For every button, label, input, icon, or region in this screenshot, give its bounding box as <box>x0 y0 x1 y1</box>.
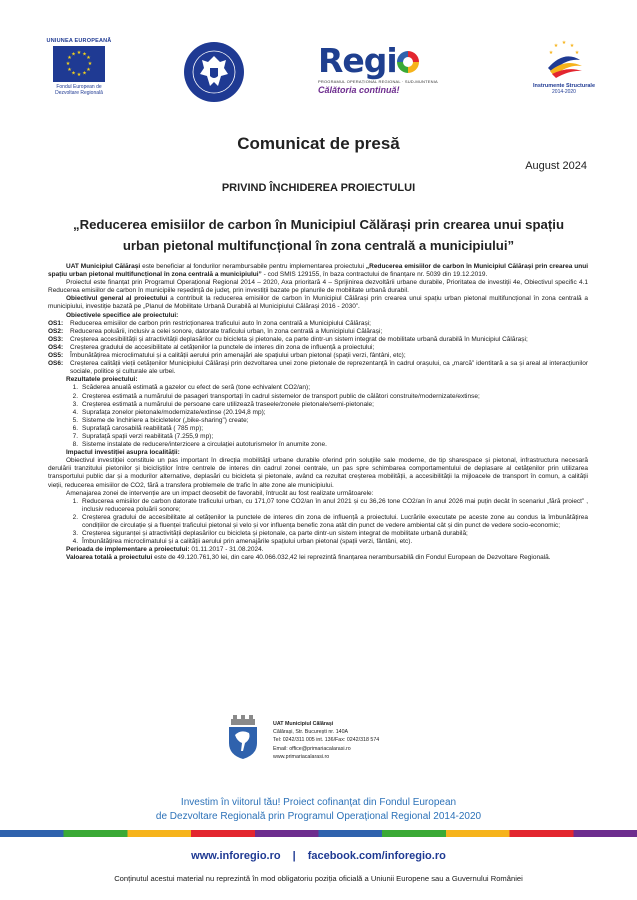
regio-logo-word: Regi <box>318 41 397 80</box>
svg-text:★: ★ <box>86 55 91 61</box>
results-list <box>48 384 588 449</box>
regio-ring-icon <box>397 51 419 73</box>
link-separator: | <box>292 850 296 862</box>
facebook-link[interactable]: facebook.com/inforegio.ro <box>307 850 446 862</box>
eu-flag-icon <box>53 46 105 82</box>
footer-links <box>0 850 637 862</box>
list-item: 4. Îmbunătățirea microclimatului și a calității aerului prin amenajările spațiului urban pietonal (spații verzi, fântâni, etc). <box>72 538 413 546</box>
government-seal-icon <box>182 40 246 104</box>
svg-text:★: ★ <box>553 43 559 49</box>
press-release-body <box>48 263 588 562</box>
structural-instruments-years: 2014-2020 <box>552 89 576 95</box>
specific-objectives-list <box>48 320 588 377</box>
regio-logo-tagline: Călătoria continuă! <box>318 85 400 95</box>
eu-logo-caption-1: Fondul European de <box>56 84 102 90</box>
contact-block <box>225 713 485 773</box>
project-title: „Reducerea emisiilor de carbon în Municipiul Călărași prin crearea unui spațiu urban pietonal multifuncțional în zona centrală a municipiului” <box>72 217 564 253</box>
svg-text:★: ★ <box>67 67 72 73</box>
eu-logo-caption-2: Dezvoltare Regională <box>55 90 103 96</box>
list-item: 1. Scăderea anuală estimată a gazelor cu efect de seră (tone echivalent CO2/an); <box>72 384 310 392</box>
svg-text:★: ★ <box>76 50 82 56</box>
list-item: 8. Sisteme instalate de reducere/interzicere a circulației autoturismelor în anumite zone. <box>72 441 327 449</box>
list-item: 7. Suprafață spații verzi reabilitată (7.255,9 mp); <box>72 432 214 440</box>
structural-instruments-logo <box>528 38 600 95</box>
eu-logo <box>40 38 118 96</box>
page-title: Comunicat de presă <box>237 134 400 153</box>
list-item: OS1: Reducerea emisiilor de carbon prin restricționarea traficului auto în zona centrală a Municipiului Călărași; <box>48 319 371 327</box>
svg-text:★: ★ <box>71 70 76 77</box>
list-item: 2. Creșterea estimată a numărului de pasageri transportați în cadrul sistemelor de transport public de călători construite/modernizate/extinse; <box>72 392 480 400</box>
svg-text:★: ★ <box>548 50 554 56</box>
implementation-period: Perioada de implementare a proiectului: 01.11.2017 - 31.08.2024. <box>66 546 264 554</box>
intro-paragraph: UAT Municipiul Călărași este beneficiar al fondurilor nerambursabile pentru implementarea proiectului „Reducerea emisiilor de carbon în Municipiul Călărași prin crearea unui spațiu urban pietonal multifuncțional în zona centrală a municipiului” - cod SMIS 129155, în baza contractului de finanțare nr. 5039 din 19.12.2019. <box>48 263 589 279</box>
regio-logo-subtitle: PROGRAMUL OPERAȚIONAL REGIONAL · SUD-MUNTENIA <box>318 79 438 84</box>
invest-slogan <box>0 796 637 824</box>
list-item: 2. Creșterea gradului de accesibilitate al cetățenilor la punctele de interes din zona de influență a proiectului. Lucrările executate pe aceste zone au condus la îmbunătățirea condițiilor de circulație și a fluenței traficului pietonal și velo și vor influența benefic zona atât din punct de vedere ambiental cât și din punct de vedere socio-economic; <box>72 513 588 529</box>
disclaimer: Conținutul acestui material nu reprezintă în mod obligatoriu poziția oficială a Uniunii Europene sau a Guvernului României <box>114 874 523 883</box>
svg-text:★: ★ <box>569 43 575 49</box>
svg-text:★: ★ <box>71 51 76 58</box>
contact-phone: Tel: 0242/311 005 int. 136/Fax: 0242/318 574 <box>273 737 380 744</box>
list-item: 3. Creșterea siguranței și atractivității deplasărilor cu bicicleta și pietonale, ca parte dintr-un sistem integrat de mobilitate urbană durabilă; <box>72 530 468 538</box>
list-item: 3. Creșterea estimată a numărului de persoane care utilizează traseele/zonele pietonale/semi-pietonale; <box>72 400 374 408</box>
contact-address: Călărași, Str. București nr. 140A <box>273 729 349 736</box>
list-item: 6. Suprafață carosabilă reabilitată ( 785 mp); <box>72 424 204 432</box>
list-item: OS4: Creșterea gradului de accesibilitate al cetățenilor la punctele de interes din zona de influență a proiectului; <box>48 343 375 351</box>
release-date: August 2024 <box>525 160 587 172</box>
svg-text:★: ★ <box>76 72 82 78</box>
total-value-paragraph: Valoarea totală a proiectului este de 49.120.761,30 lei, din care 40.066.032,42 lei reprezintă finanțarea nerambursabilă din Fondul European de Dezvoltare Regională. <box>66 554 551 562</box>
eu-logo-title: UNIUNEA EUROPEANĂ <box>46 38 112 44</box>
contact-name: UAT Municipiul Călărași <box>273 721 334 727</box>
list-item: OS5: Îmbunătățirea microclimatului și a calității aerului prin amenajări ale spațiului urban pietonal (spații verzi, fântâni, etc); <box>48 352 406 360</box>
page-subtitle: PRIVIND ÎNCHIDEREA PROIECTULUI <box>221 182 416 194</box>
structural-instruments-name: Instrumente Structurale <box>532 83 596 89</box>
contact-email[interactable]: Email: office@primariacalarasi.ro <box>273 745 351 752</box>
list-item: 4. Suprafața zonelor pietonale/modernizate/extinse (20.194,8 mp); <box>72 408 266 416</box>
inforegio-link[interactable]: www.inforegio.ro <box>191 850 281 862</box>
svg-text:★: ★ <box>82 51 87 58</box>
svg-text:★: ★ <box>65 61 71 67</box>
general-objective-paragraph: Obiectivul general al proiectului a contribuit la reducerea emisiilor de carbon în Municipiul Călărași prin crearea unui spațiu urban pietonal multifuncțional în zona centrală a municipiului, investiție bazată pe „Planul de Mobilitate Urbană Durabilă al Municipiului Călărași 2016 - 2030”. <box>48 295 588 311</box>
svg-text:★: ★ <box>86 67 91 73</box>
svg-text:★: ★ <box>561 40 567 46</box>
impact-paragraph: Obiectivul investiției constituie un pas important în direcția mobilității urbane durabile oferind prin soluțiile sale moderne, de tip sharespace și pietonal, infrastructura necesară derulării tranzitului pietonilor și bicicliștilor între centrele de interes din cadrul zonei centrale, un pas spre schimbarea comportamentului de deplasare al cetățenilor prin utilizarea transportului public dar și a modurilor alternative, deplasări cu bicicleta și pietonale, având ca rezultat creșterea mobilității, a accesibilității la mijloacele de transport în comun, a calității vieții, reducerea emisiilor de CO2, fără a transfera problemele de trafic în alte zone ale municipiului. <box>48 457 588 489</box>
regio-logo <box>318 41 438 104</box>
list-item: OS2: Reducerea poluării, inclusiv a celei sonore, datorate traficului urban, în zona centrală a Municipiului Călărași; <box>48 327 383 335</box>
list-item: OS3: Creșterea accesibilității și atractivității deplasărilor cu bicicleta și pietonale, ca parte dintr-un sistem integrat de mobilitate urbană durabilă în Municipiul Călărași; <box>48 335 528 343</box>
svg-text:★: ★ <box>82 70 87 77</box>
logo-row <box>0 30 637 110</box>
list-item: 1. Reducerea emisiilor de carbon datorate traficului urban, cu 171,07 tone CO2/an în anul 2021 și cu 36,26 tone CO2/an în anul 2026 mai puțin decât în scenariul „fără proiect” , inclusiv reducerea poluării sonore; <box>72 497 588 513</box>
invest-slogan-line-2: de Dezvoltare Regională prin Programul Operațional Regional 2014-2020 <box>155 811 482 822</box>
city-coat-of-arms-icon <box>225 713 261 761</box>
svg-text:★: ★ <box>574 50 580 56</box>
impact-intro-paragraph: Amenajarea zonei de intervenție are un impact deosebit de favorabil, întrucât au fost realizate următoarele: <box>66 489 374 497</box>
svg-text:★: ★ <box>67 55 72 61</box>
impact-list <box>48 498 588 547</box>
contact-website[interactable]: www.primariacalarasi.ro <box>273 753 330 760</box>
funding-paragraph: Proiectul este finanțat prin Programul Operațional Regional 2014 – 2020, Axa prioritară 4 – Sprijinirea dezvoltării urbane durabile, Prioritatea de investiții 4e, Obiectivul specific 4.1 Reducerea emisiilor de carbon în municipiile reședință de județ, prin investiții bazate pe planurile de mobilitate urbană durabil. <box>48 279 588 295</box>
impact-heading: Impactul investiției asupra localității: <box>66 449 180 457</box>
svg-text:★: ★ <box>87 61 93 67</box>
invest-slogan-line-1: Investim în viitorul tău! Proiect cofinanțat din Fondul European <box>180 797 457 808</box>
structural-instruments-icon <box>542 38 586 78</box>
color-stripe <box>0 830 637 837</box>
list-item: OS6: Creșterea calității vieții cetățenilor Municipiului Călărași prin dezvoltarea unei zone pietonale de reprezentanță în cadrul orașului, ca „marcă” identitară a sa și areal al interacțiunilor sociale, politice și culturale ale urbei. <box>48 360 588 376</box>
list-item: 5. Sisteme de închiriere a bicicletelor („bike-sharing”) create; <box>72 416 249 424</box>
specific-objectives-heading: Obiectivele specifice ale proiectului: <box>66 311 179 319</box>
results-heading: Rezultatele proiectului: <box>66 376 138 384</box>
